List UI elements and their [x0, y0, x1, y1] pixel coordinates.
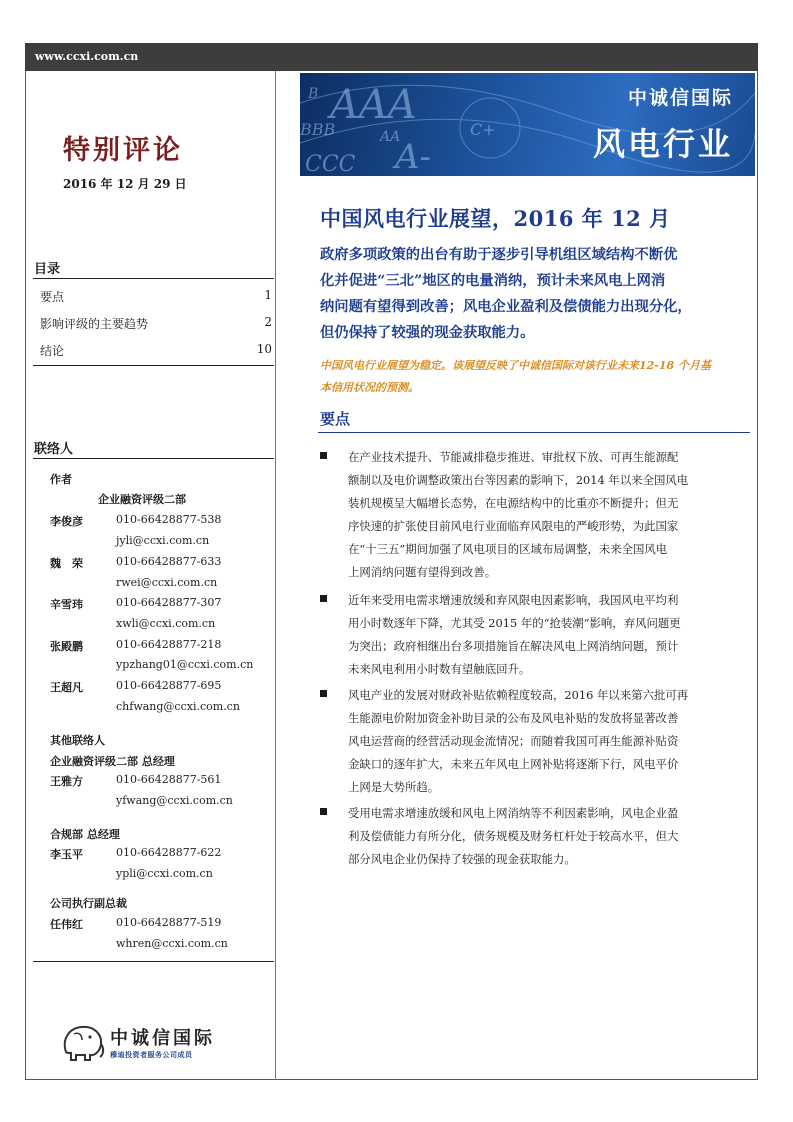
column-divider: [275, 71, 276, 1080]
text-line: 用小时数逐年下降，尤其受 2015 年的“抢装潮”影响，弃风问题更: [348, 616, 681, 630]
contact-email[interactable]: yfwang@ccxi.com.cn: [116, 794, 233, 807]
company-logo: [60, 1022, 240, 1067]
banner-industry: 风电行业: [592, 125, 733, 163]
contact-name: 李玉平: [50, 848, 83, 861]
key-points-title: 要点: [320, 410, 351, 428]
contacts-bottom-divider: [33, 961, 274, 962]
decor-letter: BBB: [300, 120, 336, 139]
contact-phone: 010-66428877-561: [116, 773, 222, 786]
subtitle-line: 化并促进“三北”地区的电量消纳，预计未来风电上网消: [320, 273, 666, 289]
outlook-line: 本信用状况的预测。: [320, 381, 419, 394]
contact-name: 任伟红: [50, 918, 83, 931]
text-line: 上网消纳问题有望得到改善。: [348, 565, 497, 579]
bullet-square-icon: [320, 595, 327, 602]
text-line: 利及偿债能力有所分化，债务规模及财务杠杆处于较高水平，但大: [348, 829, 679, 843]
contact-name: 王雅方: [50, 775, 83, 788]
text-line: 未来风电利用小时数有望触底回升。: [348, 662, 531, 676]
text-line: 风电运营商的经营活动现金流情况；而随着我国可再生能源补贴资: [348, 734, 679, 748]
key-point-text: [348, 802, 741, 871]
contact-email[interactable]: jyli@ccxi.com.cn: [116, 534, 210, 547]
contacts-title: 联络人: [34, 442, 74, 457]
contact-name: 辛雪玮: [50, 598, 83, 611]
contact-email[interactable]: chfwang@ccxi.com.cn: [116, 700, 240, 713]
contact-phone: 010-66428877-218: [116, 638, 222, 651]
text-line: 在“十三五”期间加强了风电项目的区域布局调整，未来全国风电: [348, 542, 668, 556]
text-line: 在产业技术提升、节能减排稳步推进、审批权下放、可再生能源配: [348, 450, 679, 464]
report-date: 2016 年 12 月 29 日: [63, 177, 187, 191]
top-bar: [25, 43, 758, 71]
text-line: 上网是大势所趋。: [348, 780, 440, 794]
outlook-statement: [320, 355, 750, 399]
toc-divider: [33, 278, 274, 279]
text-line: 为突出；政府相继出台多项措施旨在解决风电上网消纳问题，预计: [348, 639, 679, 653]
text-line: 风电产业的发展对财政补贴依赖程度较高，2016 年以来第六批可再: [348, 688, 689, 702]
text-line: 金缺口的逐年扩大，未来五年风电上网补贴将逐渐下行，风电平价: [348, 757, 679, 771]
key-point-text: [348, 446, 741, 584]
toc-title: 目录: [34, 262, 61, 277]
report-subtitle: [320, 242, 740, 346]
subtitle-line: 纳问题有望得到改善；风电企业盈利及偿债能力出现分化，: [320, 299, 692, 315]
key-points-divider: [318, 432, 750, 433]
toc-item-label: 要点: [40, 290, 65, 304]
contact-email[interactable]: xwli@ccxi.com.cn: [116, 617, 216, 630]
other-department: 合规部 总经理: [50, 828, 120, 841]
key-point-text: [348, 589, 741, 681]
other-contacts-label: 其他联络人: [50, 734, 105, 747]
contact-phone: 010-66428877-695: [116, 679, 222, 692]
toc-item-page: 1: [264, 288, 272, 302]
logo-name: 中诚信国际: [110, 1028, 215, 1049]
text-line: 受用电需求增速放缓和风电上网消纳等不利因素影响，风电企业盈: [348, 806, 679, 820]
other-department: 公司执行副总裁: [50, 897, 127, 910]
author-label: 作者: [50, 473, 72, 486]
decor-letter: C+: [470, 120, 496, 139]
author-department: 企业融资评级二部: [98, 493, 186, 506]
contact-name: 王超凡: [50, 681, 83, 694]
subtitle-line: 但仍保持了较强的现金获取能力。: [320, 325, 535, 341]
toc-item-label: 影响评级的主要趋势: [40, 317, 149, 331]
contact-email[interactable]: ypli@ccxi.com.cn: [116, 867, 213, 880]
toc-item[interactable]: [40, 288, 272, 305]
text-line: 生能源电价附加资金补助目录的公布及风电补贴的发放将显著改善: [348, 711, 679, 725]
toc-item-label: 结论: [40, 344, 65, 358]
contact-phone: 010-66428877-307: [116, 596, 222, 609]
bullet-square-icon: [320, 690, 327, 697]
decor-letter: B: [308, 86, 319, 102]
outlook-line: 中国风电行业展望为稳定。该展望反映了中诚信国际对该行业未来12-18 个月基: [320, 359, 712, 372]
contact-name: 魏 荣: [50, 557, 83, 570]
toc-item-page: 2: [264, 315, 272, 329]
text-line: 装机规模呈大幅增长态势，在电源结构中的比重亦不断提升；但无: [348, 496, 679, 510]
text-line: 序快速的扩张使目前风电行业面临弃风限电的严峻形势，为此国家: [348, 519, 679, 533]
special-review-title: 特别评论: [63, 135, 183, 166]
website-url[interactable]: www.ccxi.com.cn: [35, 50, 139, 63]
banner: [300, 73, 755, 176]
elephant-logo-icon: [60, 1022, 106, 1062]
toc-bottom-divider: [33, 365, 274, 366]
contact-email[interactable]: ypzhang01@ccxi.com.cn: [116, 658, 254, 671]
decor-letter: AAA: [330, 82, 417, 128]
decor-letter: A-: [395, 137, 432, 176]
subtitle-line: 政府多项政策的出台有助于逐步引导机组区域结构不断优: [320, 247, 678, 263]
text-line: 额制以及电价调整政策出台等因素的影响下，2014 年以来全国风电: [348, 473, 689, 487]
contact-name: 张殿鹏: [50, 640, 83, 653]
contact-phone: 010-66428877-633: [116, 555, 222, 568]
contact-email[interactable]: whren@ccxi.com.cn: [116, 937, 228, 950]
banner-org-name: 中诚信国际: [627, 87, 733, 109]
toc-item[interactable]: [40, 342, 272, 359]
toc-item-page: 10: [256, 342, 272, 356]
toc-item[interactable]: [40, 315, 272, 332]
logo-slogan: 穆迪投资者服务公司成员: [110, 1050, 193, 1059]
bullet-square-icon: [320, 808, 327, 815]
bullet-square-icon: [320, 452, 327, 459]
contact-phone: 010-66428877-538: [116, 513, 222, 526]
contacts-divider: [33, 458, 274, 459]
text-line: 近年来受用电需求增速放缓和弃风限电因素影响，我国风电平均利: [348, 593, 679, 607]
key-point-text: [348, 684, 741, 799]
other-department: 企业融资评级二部 总经理: [50, 755, 175, 768]
report-title: 中国风电行业展望，2016 年 12 月: [320, 206, 671, 231]
decor-letter: CCC: [305, 152, 356, 176]
contact-phone: 010-66428877-622: [116, 846, 222, 859]
text-line: 部分风电企业仍保持了较强的现金获取能力。: [348, 852, 576, 866]
contact-name: 李俊彦: [50, 515, 83, 528]
contact-email[interactable]: rwei@ccxi.com.cn: [116, 576, 218, 589]
decor-letter: AA: [380, 129, 401, 145]
contact-phone: 010-66428877-519: [116, 916, 222, 929]
